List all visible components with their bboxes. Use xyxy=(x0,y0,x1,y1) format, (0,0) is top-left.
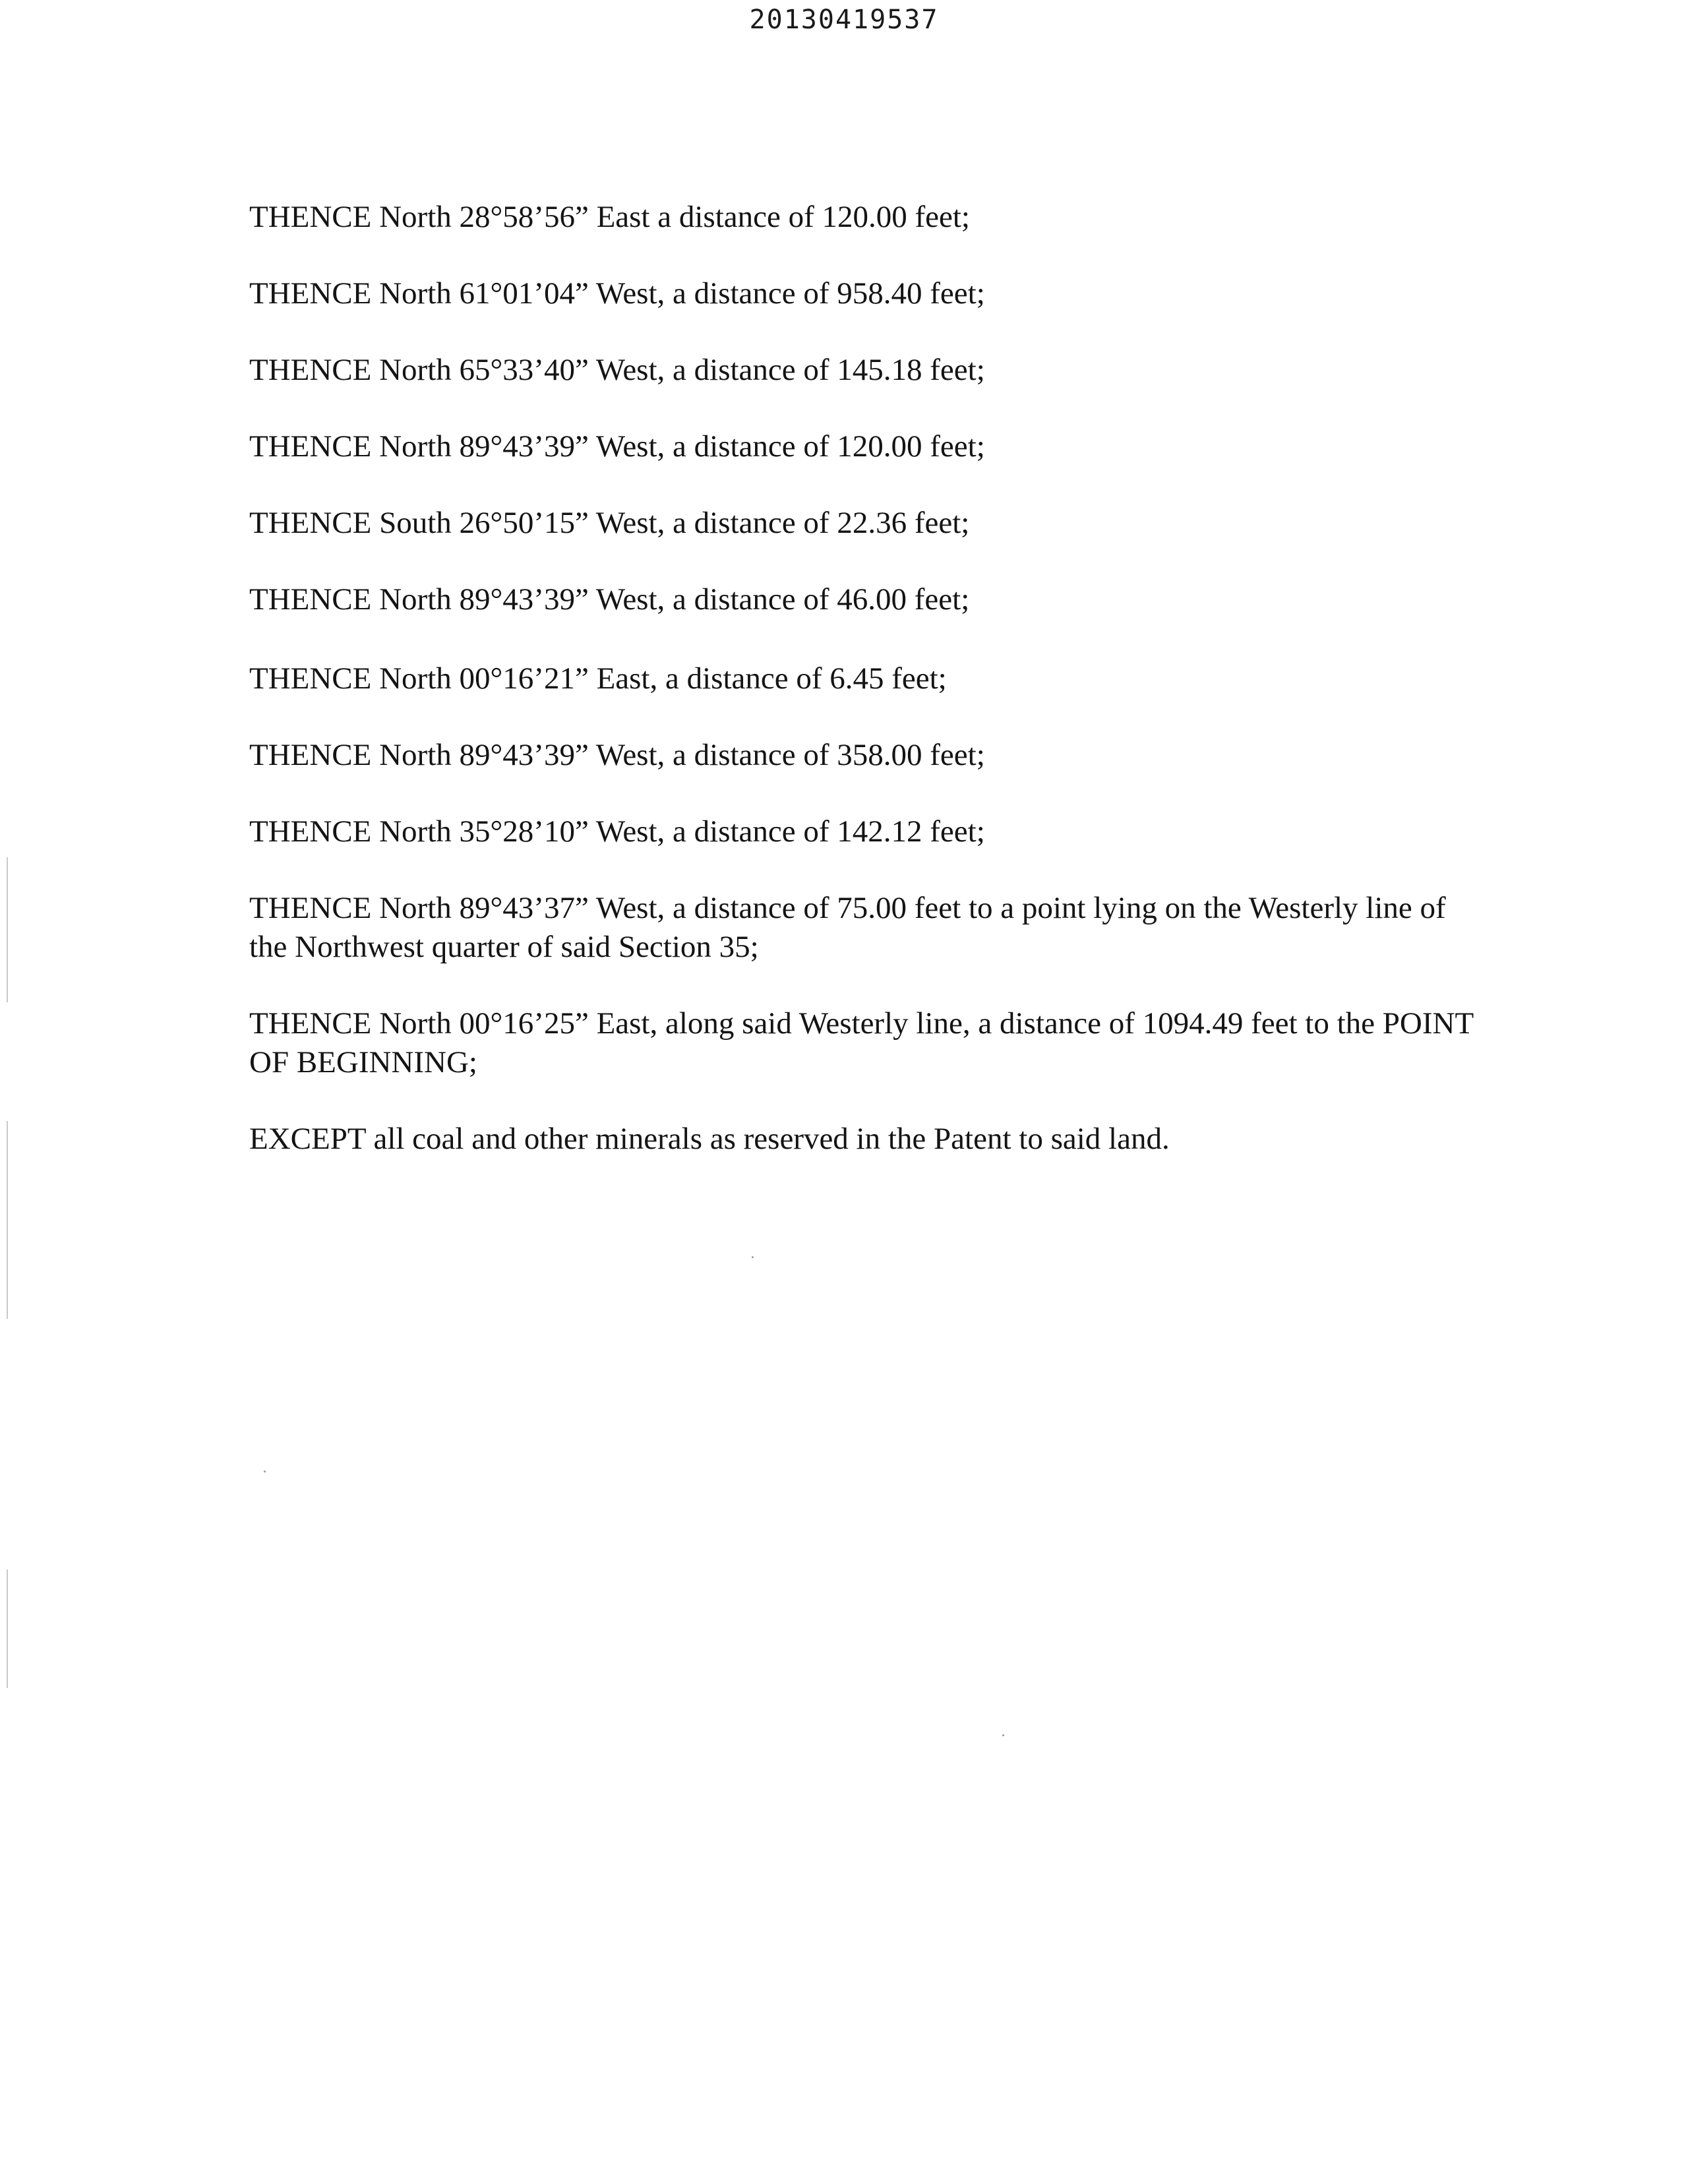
clause-11: THENCE North 00°16’25” East, along said Westerly line, a distance of 1094.49 feet to the POINT OF BEGINNING; xyxy=(249,1006,1474,1079)
scan-speck xyxy=(1002,1734,1004,1736)
legal-description xyxy=(249,198,1489,1159)
clause-8: THENCE North 89°43’39” West, a distance of 358.00 feet; xyxy=(249,738,985,772)
scan-artifact xyxy=(7,1121,8,1319)
scan-speck xyxy=(752,1256,754,1258)
scan-speck xyxy=(264,1471,266,1472)
scan-artifact xyxy=(7,857,8,1002)
clause-7: THENCE North 00°16’21” East, a distance of 6.45 feet; xyxy=(249,661,947,696)
clause-2: THENCE North 61°01’04” West, a distance of 958.40 feet; xyxy=(249,276,985,311)
clause-3: THENCE North 65°33’40” West, a distance of 145.18 feet; xyxy=(249,353,985,387)
clause-4: THENCE North 89°43’39” West, a distance of 120.00 feet; xyxy=(249,429,985,464)
clause-10: THENCE North 89°43’37” West, a distance of 75.00 feet to a point lying on the Westerly line of the Northwest quarter of said Section 35; xyxy=(249,891,1446,964)
clause-6: THENCE North 89°43’39” West, a distance of 46.00 feet; xyxy=(249,582,970,617)
document-number: 20130419537 xyxy=(749,5,939,35)
clause-1: THENCE North 28°58’56” East a distance of 120.00 feet; xyxy=(249,200,970,234)
clause-12: EXCEPT all coal and other minerals as reserved in the Patent to said land. xyxy=(249,1122,1170,1156)
scan-artifact xyxy=(7,1569,8,1688)
clause-5: THENCE South 26°50’15” West, a distance of 22.36 feet; xyxy=(249,506,970,540)
clause-9: THENCE North 35°28’10” West, a distance of 142.12 feet; xyxy=(249,814,985,849)
